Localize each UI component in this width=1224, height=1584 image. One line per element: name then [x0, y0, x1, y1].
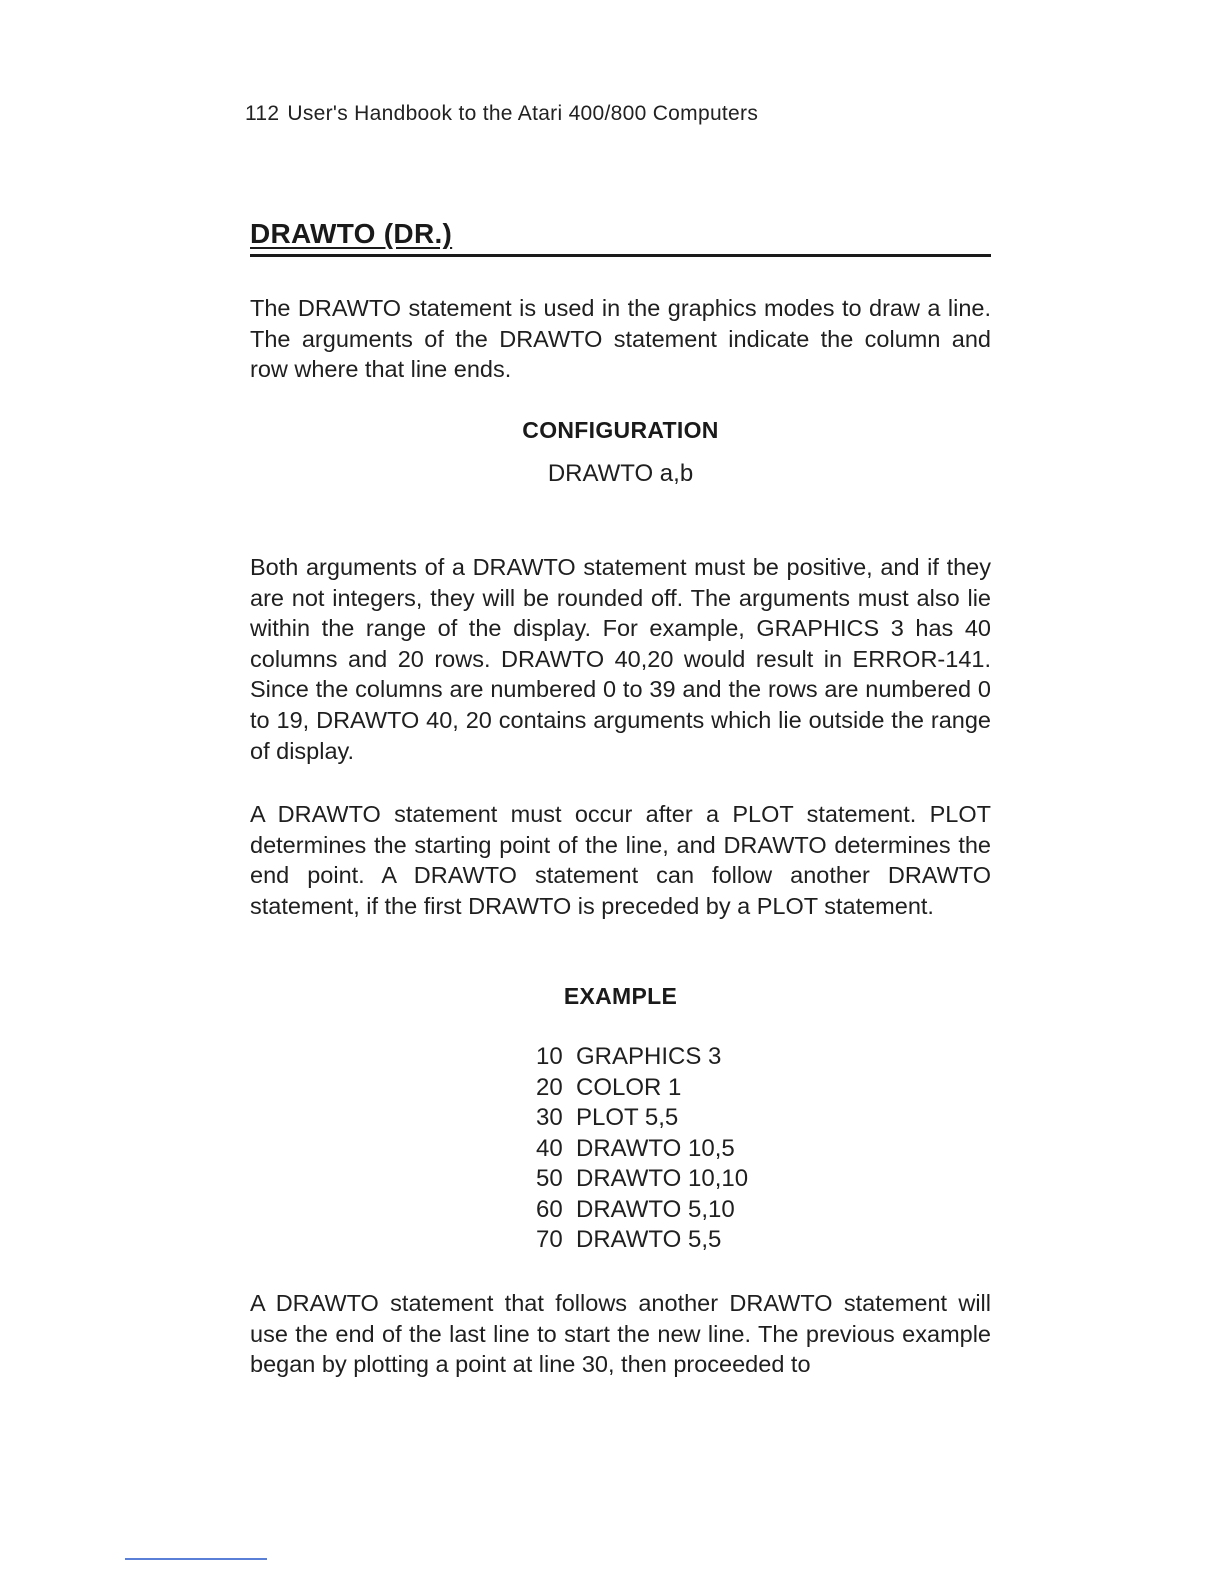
- page-number: 112: [245, 102, 280, 125]
- code-line: [536, 1195, 748, 1226]
- code-line-text: COLOR 1: [576, 1073, 682, 1101]
- code-line-text: PLOT 5,5: [576, 1104, 679, 1131]
- paragraph-intro: The DRAWTO statement is used in the graphics modes to draw a line. The arguments of the DRAWTO statement indicate the column and row where that line ends.: [250, 295, 991, 383]
- section-title-rule: [250, 216, 991, 257]
- paragraph-plot-requirement: A DRAWTO statement must occur after a PLOT statement. PLOT determines the starting point of the line, and DRAWTO determines the end point. A DRAWTO statement can follow another DRAWTO statement, if the first DRAWTO is preceded by a PLOT statement.: [250, 801, 991, 919]
- code-line-text: GRAPHICS 3: [576, 1043, 722, 1070]
- running-title: User's Handbook to the Atari 400/800 Computers: [287, 102, 759, 125]
- code-line-text: DRAWTO 10,5: [576, 1134, 735, 1162]
- code-line-number: 60: [536, 1195, 563, 1223]
- code-line: [536, 1134, 748, 1165]
- code-line-text: DRAWTO 5,10: [576, 1195, 735, 1223]
- code-line: [536, 1073, 748, 1104]
- example-code-listing: [536, 1042, 748, 1256]
- code-line: [536, 1042, 748, 1073]
- code-line-number: 30: [536, 1104, 563, 1131]
- example-heading: EXAMPLE: [563, 983, 678, 1009]
- paragraph-arguments: Both arguments of a DRAWTO statement must be positive, and if they are not integers, they will be rounded off. The arguments must also lie within the range of the display. For example, GRAPHICS 3 has 40 columns and 20 rows. DRAWTO 40,20 would result in ERROR-141. Since the columns are numbered 0 to 39 and the rows are numbered 0 to 19, DRAWTO 40, 20 contains arguments which lie outside the range of display.: [250, 554, 991, 764]
- footer-rule: [125, 1558, 267, 1560]
- code-line-number: 10: [536, 1043, 563, 1070]
- code-line-number: 50: [536, 1165, 563, 1192]
- code-line-text: DRAWTO 10,10: [576, 1165, 749, 1192]
- paragraph-chained-drawto: A DRAWTO statement that follows another DRAWTO statement will use the end of the last line to start the new line. The previous example began by plotting a point at line 30, then proceeded to: [250, 1290, 991, 1378]
- code-line: [536, 1164, 748, 1195]
- code-line-text: DRAWTO 5,5: [576, 1226, 722, 1253]
- running-header: [245, 102, 758, 126]
- code-line-number: 70: [536, 1226, 563, 1253]
- code-line-number: 40: [536, 1134, 563, 1162]
- code-line: [536, 1103, 748, 1134]
- code-line-number: 20: [536, 1073, 563, 1101]
- configuration-heading: CONFIGURATION: [522, 417, 719, 443]
- section-title: DRAWTO (DR.): [250, 218, 453, 249]
- configuration-syntax: DRAWTO a,b: [547, 460, 694, 487]
- code-line: [536, 1225, 748, 1256]
